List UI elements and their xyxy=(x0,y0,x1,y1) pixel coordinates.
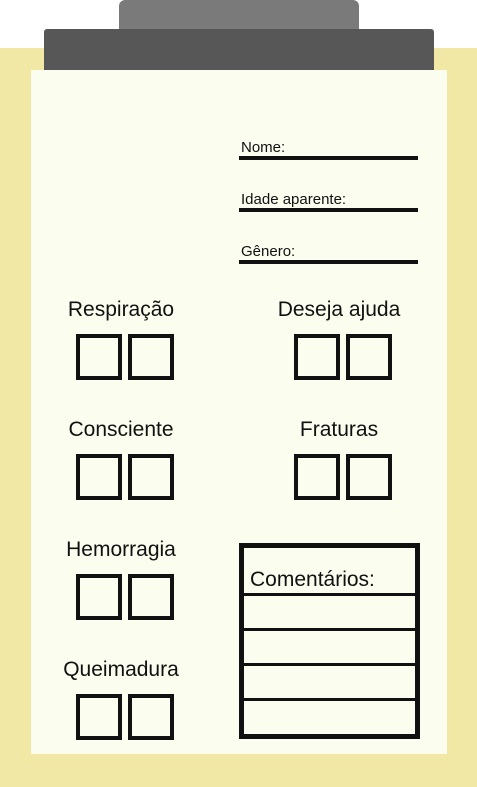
wants-help-label: Deseja ajuda xyxy=(277,298,401,321)
breathing-no-checkbox[interactable] xyxy=(128,334,174,380)
bleeding-label: Hemorragia xyxy=(66,538,176,561)
gender-field[interactable] xyxy=(239,238,418,264)
fractures-label: Fraturas xyxy=(299,418,379,441)
name-field[interactable] xyxy=(239,134,418,160)
fractures-no-checkbox[interactable] xyxy=(346,454,392,500)
comments-line xyxy=(244,593,415,596)
burn-label: Queimadura xyxy=(63,658,179,681)
fractures-yes-checkbox[interactable] xyxy=(294,454,340,500)
conscious-no-checkbox[interactable] xyxy=(128,454,174,500)
breathing-label: Respiração xyxy=(67,298,175,321)
breathing-yes-checkbox[interactable] xyxy=(76,334,122,380)
burn-no-checkbox[interactable] xyxy=(128,694,174,740)
comments-line xyxy=(244,698,415,701)
gender-field-label: Gênero: xyxy=(241,243,296,260)
wants-help-yes-checkbox[interactable] xyxy=(294,334,340,380)
conscious-label: Consciente xyxy=(68,418,174,441)
wants-help-no-checkbox[interactable] xyxy=(346,334,392,380)
conscious-yes-checkbox[interactable] xyxy=(76,454,122,500)
comments-box[interactable] xyxy=(239,543,420,739)
comments-line xyxy=(244,663,415,666)
bleeding-yes-checkbox[interactable] xyxy=(76,574,122,620)
apparent-age-field-label: Idade aparente: xyxy=(241,191,347,208)
bleeding-no-checkbox[interactable] xyxy=(128,574,174,620)
name-field-label: Nome: xyxy=(241,139,286,156)
comments-label: Comentários: xyxy=(250,568,375,591)
comments-line xyxy=(244,628,415,631)
clipboard-clip-top xyxy=(119,0,359,32)
burn-yes-checkbox[interactable] xyxy=(76,694,122,740)
apparent-age-field[interactable] xyxy=(239,186,418,212)
